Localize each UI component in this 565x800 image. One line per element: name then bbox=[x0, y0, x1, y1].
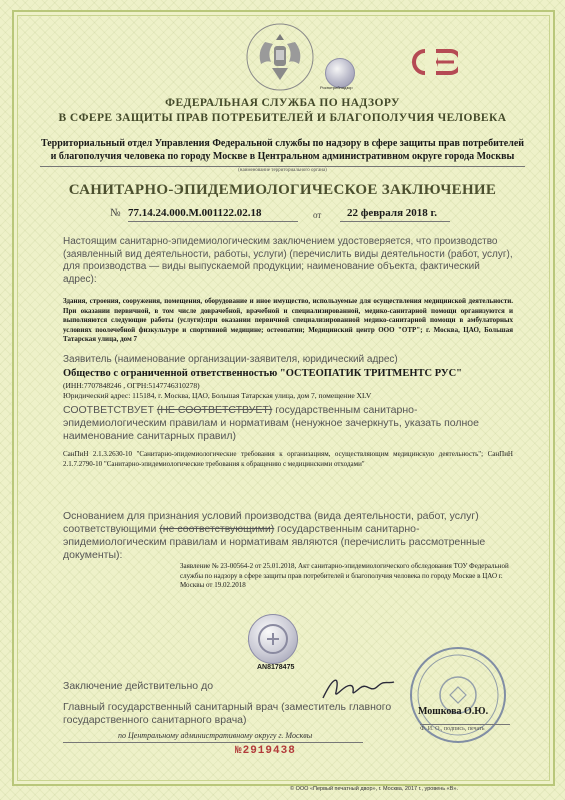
applicant-address: Юридический адрес: 115184, г. Москва, ЦАО, Большая Татарская улица, дом 7, помещение XLV bbox=[63, 391, 372, 400]
objects-description: Здания, строения, сооружения, помещения, оборудование и иное имущество, используемые для осуществления медицинской деятельности. При оказании первичной, в том числе доврачебной, врачебной и специализированной, медико-санитарной помощи организуются и выполняются следующие работы (услуги):при оказании первичной специализированной медико-санитарной помощи в амбулаторных условиях поолечебной физкультуре и спортивной медицине; остеопатии; Медицинский центр ООО "ОТР"; г. Москва, ЦАО, Большая Татарская улица, дом 7 bbox=[63, 297, 513, 343]
conformity-statement bbox=[63, 404, 513, 443]
printer-imprint: © ООО «Первый печатный двор», г. Москва, 2017 г., уровень «В». bbox=[290, 786, 458, 792]
security-hologram-icon bbox=[248, 614, 298, 664]
date-prefix: от bbox=[313, 210, 322, 220]
basis-text-before: Основанием для признания условий производства (вида деятельности, работ, услуг) соответствующими bbox=[63, 510, 479, 535]
serial-number: №2919438 bbox=[235, 745, 296, 757]
conformity-rest: государственным санитарно-эпидемиологическим правилам и нормативам (ненужное зачеркнуть, указать полное наименование санитарных правил) bbox=[63, 404, 479, 442]
applicant-ids: (ИНН:7707848246 , ОГРН:5147746310278) bbox=[63, 381, 200, 390]
basis-statement bbox=[63, 510, 513, 562]
district-underline bbox=[63, 742, 363, 743]
territorial-body: Территориальный отдел Управления Федеральной службы по надзору в сфере защиты прав потребителей и благополучия человека по городу Москве в Центральном административном округе города Москвы bbox=[40, 138, 525, 162]
signature-caption: Ф. И. О., подпись, печать bbox=[420, 724, 510, 732]
intro-text: Настоящим санитарно-эпидемиологическим заключением удостоверяется, что производство (заявленный вид деятельности, работы, услуги) (перечислить виды деятельности (работ, услуг), для производства — виды выпускаемой продукции; наименование объекта, фактический адрес): bbox=[63, 236, 513, 285]
applicant-name: Общество с ограниченной ответственностью "ОСТЕОПАТИК ТРИТМЕНТС РУС" bbox=[63, 368, 462, 379]
document-date: 22 февраля 2018 г. bbox=[347, 207, 438, 219]
sanitary-mark-logo-icon bbox=[412, 48, 458, 76]
hologram-code: AN8178475 bbox=[257, 664, 295, 671]
document-number: 77.14.24.000.М.001122.02.18 bbox=[128, 207, 262, 219]
territorial-caption: (наименование территориального органа) bbox=[40, 166, 525, 173]
basis-negative-struck: (не соответствующими) bbox=[159, 523, 275, 535]
sanpin-list: СанПиН 2.1.3.2630-10 "Санитарно-эпидемиологические требования к организациям, осуществляющим медицинскую деятельность"; СанПиН 2.1.7.2790-10 "Санитарно-эпидемиологические требования к обращению с медицинскими отходами" bbox=[63, 450, 513, 468]
date-underline bbox=[340, 221, 450, 222]
chief-doctor-title: Главный государственный санитарный врач (заместитель главного государственного санитарного врача) bbox=[63, 701, 392, 726]
basis-text-after: государственным санитарно-эпидемиологическим правилам и нормативам являются (перечислить рассмотренные документы): bbox=[63, 523, 486, 561]
double-headed-eagle-emblem-icon bbox=[245, 22, 315, 92]
document-title: САНИТАРНО-ЭПИДЕМИОЛОГИЧЕСКОЕ ЗАКЛЮЧЕНИЕ bbox=[68, 182, 497, 198]
rospotrebnadzor-hologram-icon: Роспотребнадзор bbox=[325, 58, 355, 88]
basis-documents: Заявление № 23-00564-2 от 25.01.2018, Акт санитарно-эпидемиологического обследования ТОУ Федеральной службы по надзору в сфере защиты прав потребителей и благополучия человека по городу Москве в ЦАО г. Москвы от 19.02.2018 bbox=[180, 562, 509, 589]
number-underline bbox=[128, 221, 298, 222]
applicant-label: Заявитель (наименование организации-заявителя, юридический адрес) bbox=[63, 354, 398, 365]
conformity-negative-struck: (НЕ СООТВЕТСТВУЕТ) bbox=[156, 404, 273, 416]
number-prefix: № bbox=[110, 207, 121, 219]
agency-name: ФЕДЕРАЛЬНАЯ СЛУЖБА ПО НАДЗОРУ В СФЕРЕ ЗАЩИТЫ ПРАВ ПОТРЕБИТЕЛЕЙ И БЛАГОПОЛУЧИЯ ЧЕЛОВЕКА bbox=[58, 97, 507, 124]
validity-label: Заключение действительно до bbox=[63, 680, 214, 692]
conformity-positive: СООТВЕТСТВУЕТ bbox=[63, 404, 154, 416]
district-caption: по Центральному административному округу г. Москвы bbox=[118, 731, 313, 740]
signatory-name: Мошкова О.Ю. bbox=[418, 706, 489, 717]
handwritten-signature-icon bbox=[318, 672, 398, 704]
